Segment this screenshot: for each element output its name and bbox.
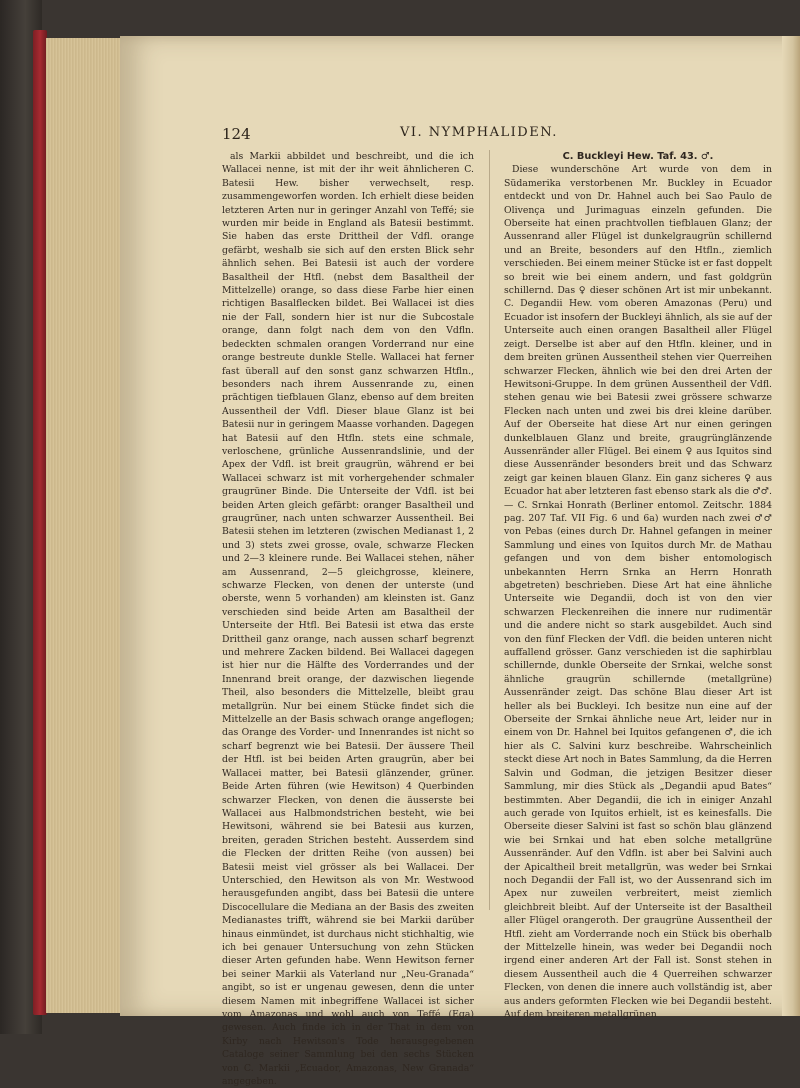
- red-cover-edge: [33, 30, 47, 1015]
- right-column: [504, 150, 773, 1020]
- left-column-text: als Markii abbildet und beschreibt, und die ich Wallacei nenne, ist mit der ihr weit ähnlicheren C. Batesii Hew. bisher verwechselt, resp. zusammengeworfen worden. Ich erhielt diese beiden letzteren Arten nur in geringer Anzahl von Teffé; sie wurden mir beide in England als Batesii bestimmt. Sie haben das erste Drittheil der Vdfl. orange gefärbt, weshalb sie sich auf den ersten Blick sehr ähnlich sehen. Bei Batesii ist auch der vordere Basaltheil der Htfl. (nebst dem Basaltheil der Mittelzelle) orange, so dass diese Farbe hier einen richtigen Basalflecken bildet. Bei Wallacei ist dies nie der Fall, sondern hier ist nur die Subcostale orange, dann folgt nach dem von den Vdfln. bedeckten schmalen orangen Vorderrand nur eine orange bestreute dunkle Stelle. Wallacei hat ferner fast überall auf den sonst ganz schwarzen Htfln., besonders nach ihrem Aussenrande zu, einen prächtigen tiefblauen Glanz, ebenso auf dem breiten Aussentheil der Vdfl. Dieser blaue Glanz ist bei Batesii nur in geringem Maasse vorhanden. Dagegen hat Batesii auf den Htfln. stets eine schmale, verloschene, grünliche Aussenrandslinie, und der Apex der Vdfl. ist breit graugrün, während er bei Wallacei schwarz ist mit vorhergehender schmaler graugrüner Binde. Die Unterseite der Vdfl. ist bei beiden Arten gleich gefärbt: oranger Basaltheil und graugrüner, nach unten schwarzer Aussentheil. Bei Batesii stehen im letzteren (zwischen Medianast 1, 2 und 3) stets zwei grosse, ovale, schwarze Flecken und 2—3 kleinere runde. Bei Wallacei stehen, näher am Aussenrand, 2—5 gleichgrosse, kleinere, schwarze Flecken, von denen der unterste (und oberste, wenn 5 vorhanden) am kleinsten ist. Ganz verschieden sind beide Arten am Basaltheil der Unterseite der Htfl. Bei Batesii ist etwa das erste Drittheil ganz orange, nach aussen scharf begrenzt und mehrere Zacken bildend. Bei Wallacei dagegen ist hier nur die Hälfte des Vorderrandes und der Innenrand breit orange, der dazwischen liegende Theil, also besonders die Mittelzelle, bleibt grau metallgrün. Nur bei einem Stücke findet sich die Mittelzelle an der Basis schwach orange angeflogen; das Orange des Vorder- und Innenrandes ist nicht so scharf begrenzt wie bei Batesii. Der äussere Theil der Htfl. ist bei beiden Arten graugrün, aber bei Wallacei matter, bei Batesii glänzender, grüner. Beide Arten führen (wie Hewitson) 4 Querbinden schwarzer Flecken, von denen die äusserste bei Wallacei aus Halbmondstrichen besteht, wie bei Hewitsoni, während sie bei Batesii aus kurzen, breiten, geraden Strichen besteht. Ausserdem sind die Flecken der dritten Reihe (von aussen) bei Batesii meist viel grösser als bei Wallacei. Der Unterschied, den Hewitson als von Mr. Westwood herausgefunden angibt, dass bei Batesii die untere Discocellulare die Mediana an der Basis des zweiten Medianastes trifft, während sie bei Markii darüber hinaus einmündet, ist durchaus nicht stichhaltig, wie ich bei genauer Untersuchung von zehn Stücken dieser Arten gefunden habe. Wenn Hewitson ferner bei seiner Markii als Vaterland nur „Neu-Granada“ angibt, so ist er ungenau gewesen, denn die unter diesem Namen mit inbegriffene Wallacei ist sicher vom Amazonas und wohl auch von Teffé (Ega) gewesen. Auch finde ich in der That in dem von Kirby nach Hewitson's Tode herausgegebenen Cataloge seiner Sammlung bei den sechs Stücken von C. Markii „Ecuador, Amazonas, New Granada“ angegeben.: [222, 151, 474, 1088]
- chapter-title: VI. NYMPHALIDEN.: [400, 125, 558, 140]
- running-head: [222, 125, 778, 143]
- species-heading: C. Buckleyi Hew. Taf. 43. ♂.: [562, 151, 714, 162]
- right-column-text: Diese wunderschöne Art wurde von dem in Südamerika verstorbenen Mr. Buckley in Ecuador entdeckt und von Dr. Hahnel auch bei Sao Paulo de Olivença und Jurimaguas einzeln gefunden. Die Oberseite hat einen prachtvollen tiefblauen Glanz; der Aussenrand aller Flügel ist dunkelgraugrün schillernd und an Breite, besonders auf den Htfln., ziemlich verschieden. Bei einem meiner Stücke ist er fast doppelt so breit wie bei einem andern, und fast goldgrün schillernd. Das ♀ dieser schönen Art ist mir unbekannt. C. Degandii Hew. vom oberen Amazonas (Peru) und Ecuador ist insofern der Buckleyi ähnlich, als sie auf der Unterseite auch einen orangen Basaltheil aller Flügel zeigt. Derselbe ist aber auf den Htfln. kleiner, und in dem breiten grünen Aussentheil stehen vier Querreihen schwarzer Flecken, ähnlich wie bei den drei Arten der Hewitsoni-Gruppe. In dem grünen Aussentheil der Vdfl. stehen genau wie bei Batesii zwei grössere schwarze Flecken nach unten und zwei bis drei kleine darüber. Auf der Oberseite hat diese Art nur einen geringen dunkelblauen Glanz und breite, graugrünglänzende Aussenränder aller Flügel. Bei einem ♀ aus Iquitos sind diese Aussenränder besonders breit und das Schwarz zeigt gar keinen blauen Glanz. Ein ganz sicheres ♀ aus Ecuador hat aber letzteren fast ebenso stark als die ♂♂. — C. Srnkai Honrath (Berliner entomol. Zeitschr. 1884 pag. 207 Taf. VII Fig. 6 und 6a) wurden nach zwei ♂♂ von Pebas (eines durch Dr. Hahnel gefangen in meiner Sammlung und eines von Iquitos durch Mr. de Mathau gefangen und von dem bisher entomologisch unbekannten Herrn Srnka an Herrn Honrath abgetreten) beschrieben. Diese Art hat eine ähnliche Unterseite wie Degandii, doch ist von den vier schwarzen Fleckenreihen die innere nur rudimentär und die andere nicht so stark ausgebildet. Auch sind von den fünf Flecken der Vdfl. die beiden unteren nicht auffallend grösser. Ganz verschieden ist die saphirblau schillernde, dunkle Oberseite der Srnkai, welche sonst ähnliche graugrün schillernde (metallgrüne) Aussenränder zeigt. Das schöne Blau dieser Art ist heller als bei Buckleyi. Ich besitze nun eine auf der Oberseite der Srnkai ähnliche neue Art, leider nur in einem von Dr. Hahnel bei Iquitos gefangenen ♂, die ich hier als C. Salvini kurz beschreibe. Wahrscheinlich steckt diese Art noch in Bates Sammlung, da die Herren Salvin und Godman, die jetzigen Besitzer dieser Sammlung, mir dies Stück als „Degandii apud Bates“ bestimmten. Aber Degandii, die ich in einiger Anzahl auch gerade von Iquitos erhielt, ist es keinesfalls. Die Oberseite dieser Salvini ist fast so schön blau glänzend wie bei Srnkai und hat eben solche metallgrüne Aussenränder. Auf den Vdfln. ist aber bei Salvini auch der Apicaltheil breit metallgrün, was weder bei Srnkai noch Degandii der Fall ist, wo der Aussenrand sich im Apex nur zuweilen verbreitert, meist ziemlich gleichbreit bleibt. Auf der Unterseite ist der Basaltheil aller Flügel orangeroth. Der graugrüne Aussentheil der Htfl. zieht am Vorderrande noch ein Stück bis oberhalb der Mittelzelle hinein, was weder bei Degandii noch irgend einer anderen Art der Fall ist. Sonst stehen in diesem Aussentheil auch die 4 Querreihen schwarzer Flecken, von denen die innere auch vollständig ist, aber aus anders geformten Flecken wie bei Degandii besteht. Auf dem breiteren metallgrünen: [504, 164, 773, 1020]
- page-number: 124: [222, 125, 251, 143]
- column-divider: [489, 150, 490, 910]
- left-column: [222, 150, 474, 1088]
- right-page-edge: [782, 36, 800, 1016]
- page-edges: [46, 38, 122, 1013]
